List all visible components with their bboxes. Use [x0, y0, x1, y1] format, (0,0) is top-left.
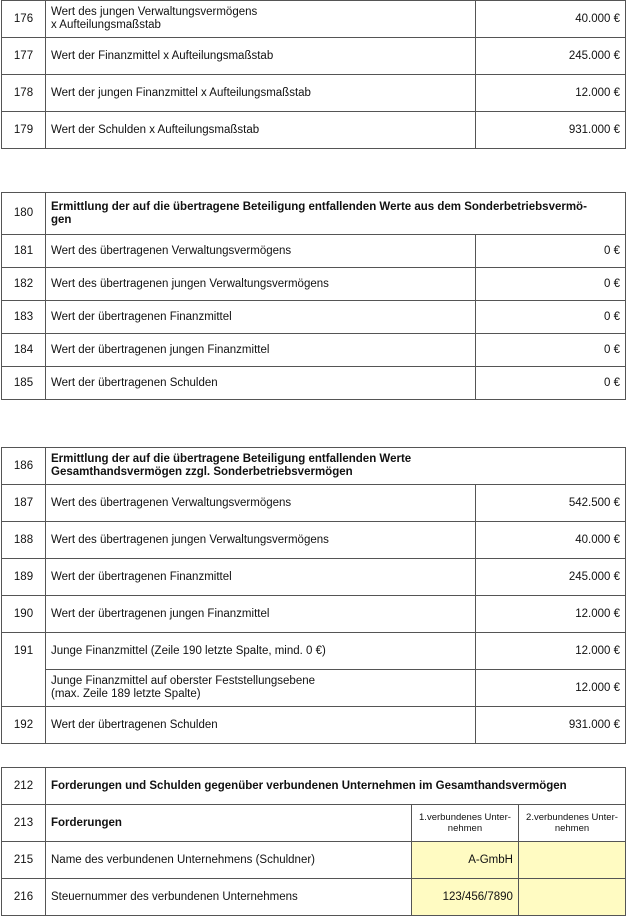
row-label: Wert der übertragenen Finanzmittel [46, 301, 476, 334]
table-row [2, 596, 626, 633]
column-header-company-2: 2.verbundenes Unter- nehmen [518, 805, 625, 842]
row-number: 177 [2, 38, 46, 75]
table-row [2, 334, 626, 367]
row-label: Wert der übertragenen jungen Finanzmittel [46, 334, 476, 367]
row-value: 40.000 € [475, 522, 625, 559]
row-value: 12.000 € [475, 670, 625, 707]
column-header-company-1: 1.verbundenes Unter- nehmen [411, 805, 518, 842]
row-label: Wert des jungen Verwaltungsvermögens x Aufteilungsmaßstab [46, 1, 476, 38]
row-number: 215 [2, 842, 46, 879]
row-value: 931.000 € [475, 707, 625, 744]
table-row [2, 842, 626, 879]
row-number: 179 [2, 112, 46, 149]
row-value: 0 € [475, 268, 625, 301]
row-label: Wert der übertragenen Schulden [46, 707, 476, 744]
row-label: Name des verbundenen Unternehmens (Schuldner) [46, 842, 412, 879]
row-value: 0 € [475, 235, 625, 268]
section-title: Ermittlung der auf die übertragene Beteiligung entfallenden Werte aus dem Sonderbetriebsvermö- gen [46, 193, 626, 235]
row-number: 216 [2, 879, 46, 916]
table-row [2, 522, 626, 559]
row-number: 189 [2, 559, 46, 596]
table-row [2, 559, 626, 596]
table-row [2, 707, 626, 744]
company-1-tax-number-field[interactable]: 123/456/7890 [411, 879, 518, 916]
row-value: 40.000 € [476, 1, 626, 38]
table-row [2, 235, 626, 268]
row-number: 212 [2, 768, 46, 805]
table-row [2, 879, 626, 916]
row-number: 213 [2, 805, 46, 842]
table-row [2, 633, 626, 670]
table-row [2, 38, 626, 75]
table-row [2, 367, 626, 400]
row-number: 190 [2, 596, 46, 633]
row-label: Wert der übertragenen jungen Finanzmittel [46, 596, 476, 633]
row-number: 183 [2, 301, 46, 334]
company-2-tax-number-field[interactable] [518, 879, 625, 916]
section-header-row [2, 768, 626, 805]
row-label: Wert der übertragenen Schulden [46, 367, 476, 400]
row-value: 0 € [475, 334, 625, 367]
table-block-180 [1, 192, 626, 400]
row-number: 182 [2, 268, 46, 301]
row-label: Wert der jungen Finanzmittel x Aufteilungsmaßstab [46, 75, 476, 112]
row-label: Junge Finanzmittel auf oberster Feststellungsebene (max. Zeile 189 letzte Spalte) [46, 670, 476, 707]
table-row [2, 485, 626, 522]
row-label: Wert des übertragenen Verwaltungsvermögens [46, 485, 476, 522]
table-row [2, 301, 626, 334]
row-number: 186 [2, 448, 46, 485]
row-number: 187 [2, 485, 46, 522]
row-value: 12.000 € [476, 75, 626, 112]
row-number: 180 [2, 193, 46, 235]
row-label: Wert der Finanzmittel x Aufteilungsmaßstab [46, 38, 476, 75]
column-header-row [2, 805, 626, 842]
table-block-212 [1, 767, 626, 916]
row-value: 542.500 € [475, 485, 625, 522]
table-row [2, 670, 626, 707]
company-2-name-field[interactable] [518, 842, 625, 879]
row-label: Wert des übertragenen jungen Verwaltungsvermögens [46, 522, 476, 559]
row-number: 192 [2, 707, 46, 744]
table-block-186 [1, 447, 626, 744]
table-row [2, 112, 626, 149]
row-value: 0 € [475, 367, 625, 400]
subsection-title: Forderungen [46, 805, 412, 842]
table-row [2, 75, 626, 112]
row-number: 185 [2, 367, 46, 400]
row-value: 12.000 € [475, 633, 625, 670]
table-row [2, 1, 626, 38]
row-number: 176 [2, 1, 46, 38]
row-number: 191 [2, 633, 46, 707]
row-number: 188 [2, 522, 46, 559]
row-label: Junge Finanzmittel (Zeile 190 letzte Spalte, mind. 0 €) [46, 633, 476, 670]
row-value: 245.000 € [476, 38, 626, 75]
row-label: Wert des übertragenen jungen Verwaltungsvermögens [46, 268, 476, 301]
row-label: Wert der übertragenen Finanzmittel [46, 559, 476, 596]
company-1-name-field[interactable]: A-GmbH [411, 842, 518, 879]
section-header-row [2, 193, 626, 235]
row-label: Wert des übertragenen Verwaltungsvermögens [46, 235, 476, 268]
section-title: Forderungen und Schulden gegenüber verbundenen Unternehmen im Gesamthandsvermögen [46, 768, 626, 805]
row-label: Wert der Schulden x Aufteilungsmaßstab [46, 112, 476, 149]
row-number: 181 [2, 235, 46, 268]
row-value: 0 € [475, 301, 625, 334]
row-value: 931.000 € [476, 112, 626, 149]
section-header-row [2, 448, 626, 485]
row-value: 245.000 € [475, 559, 625, 596]
row-number: 184 [2, 334, 46, 367]
table-row [2, 268, 626, 301]
section-title: Ermittlung der auf die übertragene Beteiligung entfallenden Werte Gesamthandsvermögen zzgl. Sonderbetriebsvermögen [46, 448, 626, 485]
row-value: 12.000 € [475, 596, 625, 633]
row-label: Steuernummer des verbundenen Unternehmens [46, 879, 412, 916]
row-number: 178 [2, 75, 46, 112]
table-block-176 [1, 0, 626, 149]
